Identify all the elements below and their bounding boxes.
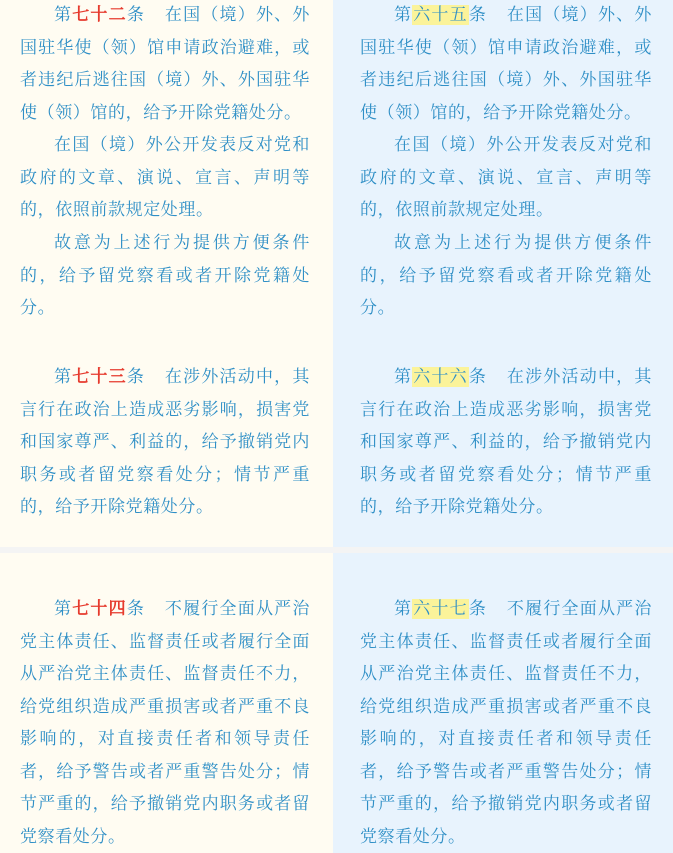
article-67-para-1: 第六十七条 不履行全面从严治党主体责任、监督责任或者履行全面从严治党主体责任、监督责任不力，给党组织造成严重损害或者严重不良影响的，对直接责任者和领导责任者，给予警告或者严重警告处分；情节严重的，给予撤销党内职务或者留党察看处分。 <box>360 599 652 847</box>
article-72-number: 七十二 <box>72 5 127 25</box>
article-72-para-2: 在国（境）外公开发表反对党和政府的文章、演说、宣言、声明等的，依照前款规定处理。 <box>20 135 310 220</box>
article-74-number: 七十四 <box>72 599 127 619</box>
article-72-para-1: 第七十二条 在国（境）外、外国驻华使（领）馆申请政治避难，或者违纪后逃往国（境）外、外国驻华使（领）馆的，给予开除党籍处分。 <box>20 5 310 123</box>
article-72-label: 第七十二条 <box>54 5 146 25</box>
article-73-number: 七十三 <box>72 367 127 387</box>
right-column-old-regulation <box>333 0 673 547</box>
left-column-new-regulation <box>0 553 333 853</box>
article-66-number: 六十六 <box>413 367 468 387</box>
article-66-label: 第六十六条 <box>394 367 488 387</box>
article-65-para-3: 故意为上述行为提供方便条件的，给予留党察看或者开除党籍处分。 <box>360 233 652 318</box>
article-67-label: 第六十七条 <box>394 599 488 619</box>
left-column-new-regulation <box>0 0 333 547</box>
article-73-label: 第七十三条 <box>54 367 146 387</box>
comparison-block-2 <box>0 553 673 853</box>
article-74-para-1: 第七十四条 不履行全面从严治党主体责任、监督责任或者履行全面从严治党主体责任、监督责任不力，给党组织造成严重损害或者严重不良影响的，对直接责任者和领导责任者，给予警告或者严重警告处分；情节严重的，给予撤销党内职务或者留党察看处分。 <box>20 599 310 847</box>
article-65-number: 六十五 <box>413 5 468 25</box>
article-72-para-3: 故意为上述行为提供方便条件的，给予留党察看或者开除党籍处分。 <box>20 233 310 318</box>
article-65-para-1: 第六十五条 在国（境）外、外国驻华使（领）馆申请政治避难，或者违纪后逃往国（境）外、外国驻华使（领）馆的，给予开除党籍处分。 <box>360 5 652 123</box>
article-74-label: 第七十四条 <box>54 599 146 619</box>
article-66-para-1: 第六十六条 在涉外活动中，其言行在政治上造成恶劣影响，损害党和国家尊严、利益的，给予撤销党内职务或者留党察看处分；情节严重的，给予开除党籍处分。 <box>360 367 652 517</box>
right-column-old-regulation <box>333 553 673 853</box>
article-67-number: 六十七 <box>413 599 468 619</box>
article-73-para-1: 第七十三条 在涉外活动中，其言行在政治上造成恶劣影响，损害党和国家尊严、利益的，给予撤销党内职务或者留党察看处分；情节严重的，给予开除党籍处分。 <box>20 367 310 517</box>
article-65-label: 第六十五条 <box>394 5 488 25</box>
article-65-para-2: 在国（境）外公开发表反对党和政府的文章、演说、宣言、声明等的，依照前款规定处理。 <box>360 135 652 220</box>
